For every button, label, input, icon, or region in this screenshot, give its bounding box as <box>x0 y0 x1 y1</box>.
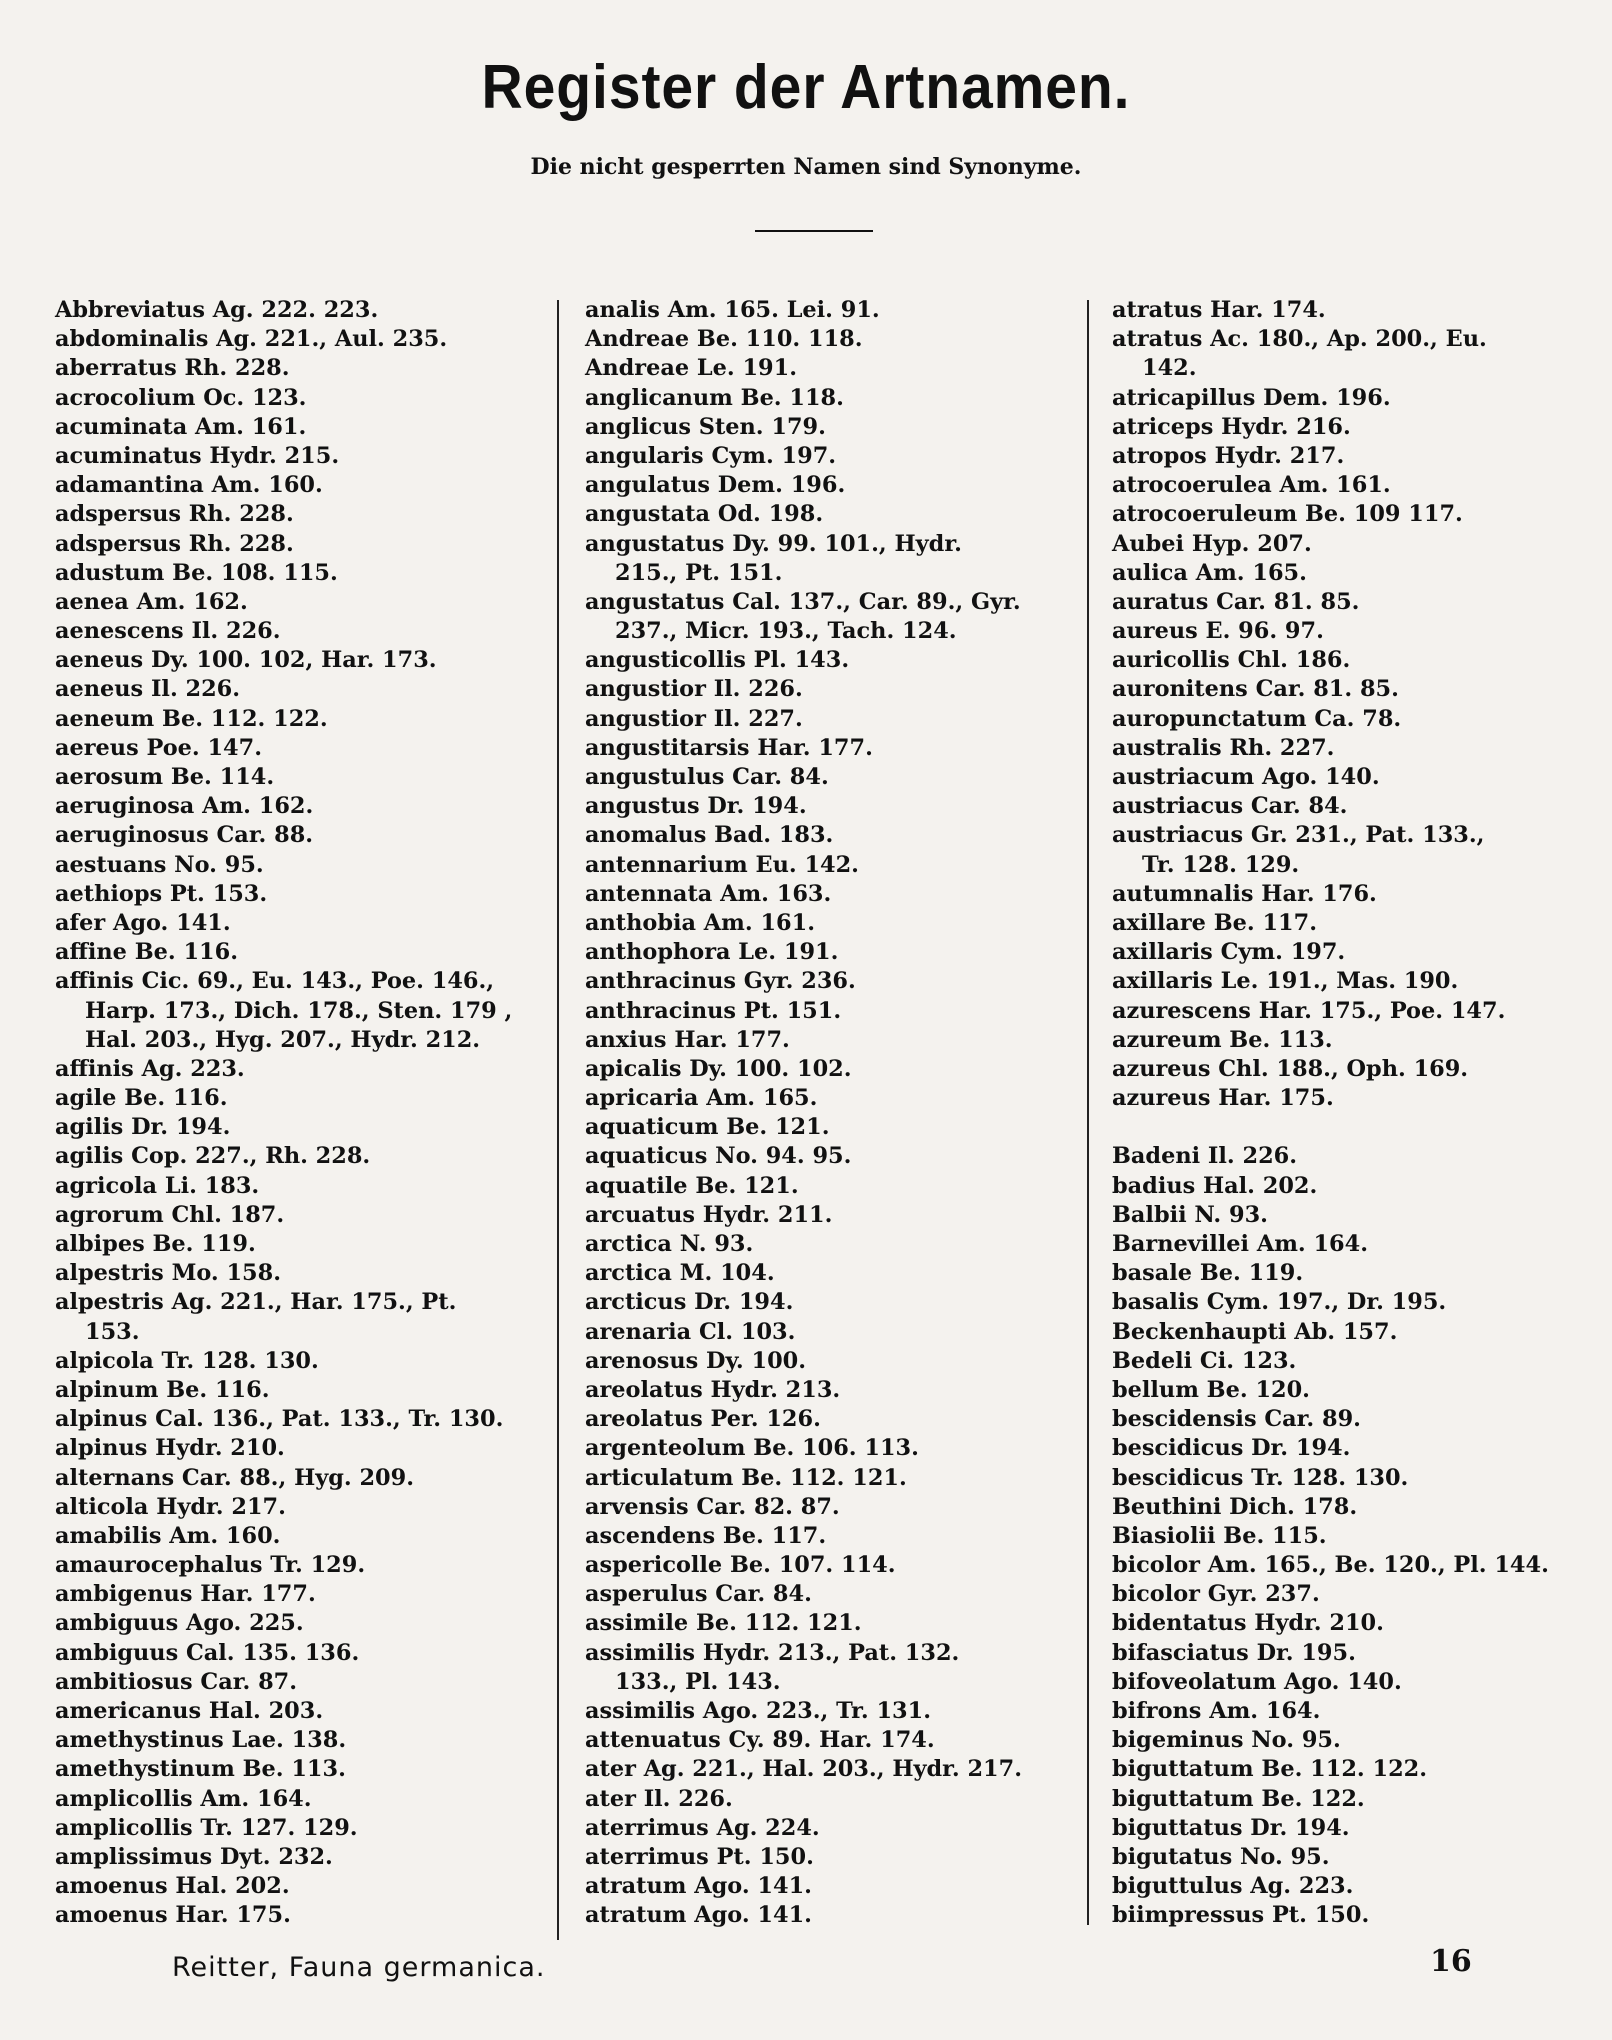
index-entry: amethystinus Lae. 138. <box>55 1727 347 1754</box>
index-entry: arvensis Car. 82. 87. <box>585 1493 840 1520</box>
index-entry: bifoveolatum Ago. 140. <box>1112 1668 1402 1695</box>
index-entry: amoenus Hal. 202. <box>55 1873 290 1900</box>
index-entry: alpinus Cal. 136., Pat. 133., Tr. 130. <box>55 1406 504 1433</box>
index-entry: areolatus Hydr. 213. <box>585 1376 841 1403</box>
index-entry: agrorum Chl. 187. <box>55 1201 285 1228</box>
index-entry: Biasiolii Be. 115. <box>1112 1522 1327 1549</box>
index-column-1 <box>55 296 535 1931</box>
index-entry: adustum Be. 108. 115. <box>55 559 338 586</box>
page-number: 16 <box>1430 1944 1472 1979</box>
index-entry: ater Ag. 221., Hal. 203., Hydr. 217. <box>585 1756 1022 1783</box>
index-entry: bescidensis Car. 89. <box>1112 1406 1361 1433</box>
index-entry: atratus Har. 174. <box>1112 297 1326 323</box>
index-entry: Andreae Be. 110. 118. <box>585 326 863 353</box>
index-entry: atropos Hydr. 217. <box>1112 442 1345 469</box>
index-entry: alticola Hydr. 217. <box>55 1493 286 1520</box>
index-entry: azureum Be. 113. <box>1112 1026 1333 1053</box>
index-entry: Balbii N. 93. <box>1112 1201 1268 1228</box>
index-entry: Abbreviatus Ag. 222. 223. <box>55 297 379 323</box>
index-entry: argenteolum Be. 106. 113. <box>585 1435 919 1462</box>
index-entry: Harp. 173., Dich. 178., Sten. 179 , <box>85 997 513 1024</box>
index-entry: arctica M. 104. <box>585 1260 775 1287</box>
index-entry: agilis Dr. 194. <box>55 1114 231 1141</box>
index-entry: anthophora Le. 191. <box>585 939 839 966</box>
index-entry: arenaria Cl. 103. <box>585 1318 796 1345</box>
index-entry: aenea Am. 162. <box>55 588 248 615</box>
index-entry: aquaticus No. 94. 95. <box>585 1143 852 1170</box>
index-entry: aestuans No. 95. <box>55 851 264 878</box>
index-entry: aethiops Pt. 153. <box>55 880 268 907</box>
index-entry: arcticus Dr. 194. <box>585 1289 794 1316</box>
index-entry: Andreae Le. 191. <box>585 355 798 382</box>
index-entry: angulatus Dem. 196. <box>585 472 846 499</box>
index-entry: aeruginosa Am. 162. <box>55 793 314 820</box>
index-entry: alpestris Ag. 221., Har. 175., Pt. <box>55 1289 457 1316</box>
column-divider-1 <box>557 300 559 1940</box>
index-entry: articulatum Be. 112. 121. <box>585 1464 907 1491</box>
index-entry: asperulus Car. 84. <box>585 1581 812 1608</box>
index-entry: angustitarsis Har. 177. <box>585 734 873 761</box>
index-entry: aenescens Il. 226. <box>55 618 281 645</box>
index-entry: angustatus Cal. 137., Car. 89., Gyr. <box>585 588 1021 615</box>
index-entry: Aubei Hyp. 207. <box>1112 530 1312 557</box>
index-entry: aberratus Rh. 228. <box>55 355 290 382</box>
title-divider <box>755 230 873 232</box>
page-title: Register der Artnamen. <box>481 53 1131 122</box>
index-entry: Beckenhaupti Ab. 157. <box>1112 1318 1398 1345</box>
index-entry: Bedeli Ci. 123. <box>1112 1347 1297 1374</box>
footer-source: Reitter, Fauna germanica. <box>172 1952 546 1983</box>
index-entry: aereus Poe. 147. <box>55 734 263 761</box>
index-entry: affinis Ag. 223. <box>55 1055 245 1082</box>
index-entry: atriceps Hydr. 216. <box>1112 413 1351 440</box>
index-entry: azurescens Har. 175., Poe. 147. <box>1112 997 1506 1024</box>
index-entry: azureus Chl. 188., Oph. 169. <box>1112 1055 1469 1082</box>
index-entry: alternans Car. 88., Hyg. 209. <box>55 1464 415 1491</box>
index-entry: aulica Am. 165. <box>1112 559 1307 586</box>
index-entry: Beuthini Dich. 178. <box>1112 1493 1358 1520</box>
index-entry: austriacum Ago. 140. <box>1112 764 1380 790</box>
index-entry: arcuatus Hydr. 211. <box>585 1201 833 1228</box>
index-entry: biguttatum Be. 112. 122. <box>1112 1756 1428 1783</box>
index-entry: ambigenus Har. 177. <box>55 1581 316 1608</box>
index-entry: aeneus Dy. 100. 102, Har. 173. <box>55 647 437 674</box>
index-entry: assimilis Hydr. 213., Pat. 132. <box>585 1639 960 1666</box>
index-entry: agile Be. 116. <box>55 1085 228 1112</box>
index-entry: agricola Li. 183. <box>55 1172 260 1199</box>
index-entry: bifrons Am. 164. <box>1112 1698 1321 1724</box>
index-entry: atrocoerulea Am. 161. <box>1112 472 1391 499</box>
index-entry: atratus Ac. 180., Ap. 200., Eu. <box>1112 326 1487 353</box>
index-entry: angustior Il. 227. <box>585 705 803 732</box>
index-entry: assimilis Ago. 223., Tr. 131. <box>585 1698 932 1724</box>
index-entry: aquaticum Be. 121. <box>585 1114 830 1141</box>
index-entry: bigutatus No. 95. <box>1112 1843 1330 1870</box>
index-entry: Badeni Il. 226. <box>1112 1143 1298 1170</box>
index-entry: Tr. 128. 129. <box>1142 851 1300 878</box>
index-entry: assimile Be. 112. 121. <box>585 1610 862 1637</box>
index-entry: amplicollis Am. 164. <box>55 1785 312 1812</box>
index-entry: alpicola Tr. 128. 130. <box>55 1347 319 1374</box>
index-entry: aeneus Il. 226. <box>55 676 241 703</box>
index-entry: basalis Cym. 197., Dr. 195. <box>1112 1289 1447 1316</box>
index-entry: alpinum Be. 116. <box>55 1376 270 1403</box>
index-entry: arctica N. 93. <box>585 1231 754 1257</box>
index-entry: albipes Be. 119. <box>55 1231 256 1257</box>
index-entry: 133., Pl. 143. <box>615 1668 781 1695</box>
index-entry: Hal. 203., Hyg. 207., Hydr. 212. <box>85 1026 481 1053</box>
index-column-3 <box>1112 296 1592 1931</box>
index-entry: atratum Ago. 141. <box>585 1873 812 1900</box>
index-entry: abdominalis Ag. 221., Aul. 235. <box>55 326 448 353</box>
index-entry: austriacus Car. 84. <box>1112 793 1348 820</box>
index-entry: 237., Micr. 193., Tach. 124. <box>615 618 957 645</box>
index-entry: bifasciatus Dr. 195. <box>1112 1639 1356 1666</box>
index-entry: adamantina Am. 160. <box>55 472 323 499</box>
index-entry: bidentatus Hydr. 210. <box>1112 1610 1384 1637</box>
index-column-2 <box>585 296 1065 1931</box>
index-entry: aterrimus Pt. 150. <box>585 1843 814 1870</box>
index-entry: aterrimus Ag. 224. <box>585 1814 820 1841</box>
index-entry: americanus Hal. 203. <box>55 1698 324 1724</box>
index-entry: anthracinus Pt. 151. <box>585 997 842 1024</box>
index-entry: biimpressus Pt. 150. <box>1112 1902 1370 1929</box>
index-entry: acuminata Am. 161. <box>55 413 307 440</box>
index-entry: anthobia Am. 161. <box>585 909 815 936</box>
index-entry: badius Hal. 202. <box>1112 1172 1318 1199</box>
index-entry: axillaris Cym. 197. <box>1112 939 1346 966</box>
index-entry: angusticollis Pl. 143. <box>585 647 850 674</box>
index-entry: atratum Ago. 141. <box>585 1902 812 1929</box>
index-entry: azureus Har. 175. <box>1112 1085 1334 1112</box>
index-entry: aeruginosus Car. 88. <box>55 822 314 849</box>
index-entry: alpinus Hydr. 210. <box>55 1435 285 1462</box>
index-entry: angularis Cym. 197. <box>585 442 837 469</box>
index-entry: affine Be. 116. <box>55 939 239 966</box>
index-entry: autumnalis Har. 176. <box>1112 880 1377 907</box>
index-entry: ambiguus Cal. 135. 136. <box>55 1639 360 1666</box>
index-entry: axillare Be. 117. <box>1112 909 1318 936</box>
index-entry: biguttatum Be. 122. <box>1112 1785 1365 1812</box>
index-entry: adspersus Rh. 228. <box>55 501 294 528</box>
index-entry: bellum Be. 120. <box>1112 1376 1310 1403</box>
index-entry: anglicanum Be. 118. <box>585 384 844 411</box>
index-entry: antennata Am. 163. <box>585 880 832 907</box>
index-entry: anthracinus Gyr. 236. <box>585 968 856 995</box>
index-entry: amoenus Har. 175. <box>55 1902 291 1929</box>
index-entry: affinis Cic. 69., Eu. 143., Poe. 146., <box>55 968 495 995</box>
index-entry: 215., Pt. 151. <box>615 559 783 586</box>
index-entry: aureus E. 96. 97. <box>1112 618 1324 645</box>
index-entry: angustata Od. 198. <box>585 501 824 528</box>
index-entry: ascendens Be. 117. <box>585 1522 827 1549</box>
index-entry: angustatus Dy. 99. 101., Hydr. <box>585 530 962 557</box>
index-entry: apricaria Am. 165. <box>585 1085 818 1112</box>
index-entry: ater Il. 226. <box>585 1785 733 1812</box>
page-subtitle: Die nicht gesperrten Namen sind Synonyme. <box>530 154 1082 180</box>
index-entry: bicolor Am. 165., Be. 120., Pl. 144. <box>1112 1552 1549 1579</box>
index-entry: angustior Il. 226. <box>585 676 803 703</box>
index-entry: axillaris Le. 191., Mas. 190. <box>1112 968 1459 995</box>
index-entry: analis Am. 165. Lei. 91. <box>585 297 880 323</box>
index-entry: biguttatus Dr. 194. <box>1112 1814 1350 1841</box>
index-entry: austriacus Gr. 231., Pat. 133., <box>1112 822 1485 849</box>
index-entry: anomalus Bad. 183. <box>585 822 834 849</box>
index-entry: auricollis Chl. 186. <box>1112 647 1351 674</box>
index-entry: afer Ago. 141. <box>55 909 231 936</box>
index-gap <box>1112 1113 1592 1142</box>
index-entry: aeneum Be. 112. 122. <box>55 705 328 732</box>
index-entry: bescidicus Dr. 194. <box>1112 1435 1351 1462</box>
index-entry: amabilis Am. 160. <box>55 1522 281 1549</box>
index-entry: 153. <box>85 1318 140 1345</box>
index-entry: bescidicus Tr. 128. 130. <box>1112 1464 1409 1491</box>
index-entry: ambiguus Ago. 225. <box>55 1610 304 1637</box>
index-entry: auronitens Car. 81. 85. <box>1112 676 1399 703</box>
index-entry: Barnevillei Am. 164. <box>1112 1231 1369 1257</box>
index-entry: acrocolium Oc. 123. <box>55 384 307 411</box>
index-entry: arenosus Dy. 100. <box>585 1347 807 1374</box>
column-divider-2 <box>1087 300 1089 1925</box>
index-entry: acuminatus Hydr. 215. <box>55 442 340 469</box>
index-entry: amplicollis Tr. 127. 129. <box>55 1814 358 1841</box>
index-entry: auropunctatum Ca. 78. <box>1112 705 1402 732</box>
index-entry: amethystinum Be. 113. <box>55 1756 346 1783</box>
index-entry: anxius Har. 177. <box>585 1026 790 1053</box>
index-entry: apicalis Dy. 100. 102. <box>585 1055 852 1082</box>
index-entry: amplissimus Dyt. 232. <box>55 1843 333 1870</box>
index-entry: australis Rh. 227. <box>1112 734 1335 761</box>
index-entry: aspericolle Be. 107. 114. <box>585 1552 896 1579</box>
index-entry: bigeminus No. 95. <box>1112 1727 1341 1754</box>
index-entry: amaurocephalus Tr. 129. <box>55 1552 366 1579</box>
index-entry: angustulus Car. 84. <box>585 764 829 790</box>
index-entry: biguttulus Ag. 223. <box>1112 1873 1354 1900</box>
index-entry: alpestris Mo. 158. <box>55 1260 282 1287</box>
index-entry: areolatus Per. 126. <box>585 1406 821 1433</box>
index-entry: 142. <box>1142 355 1197 382</box>
index-entry: aerosum Be. 114. <box>55 764 275 790</box>
index-entry: agilis Cop. 227., Rh. 228. <box>55 1143 371 1170</box>
index-entry: antennarium Eu. 142. <box>585 851 859 878</box>
index-entry: anglicus Sten. 179. <box>585 413 826 440</box>
index-entry: aquatile Be. 121. <box>585 1172 799 1199</box>
index-entry: atricapillus Dem. 196. <box>1112 384 1391 411</box>
index-entry: adspersus Rh. 228. <box>55 530 294 557</box>
index-entry: angustus Dr. 194. <box>585 793 807 820</box>
index-entry: bicolor Gyr. 237. <box>1112 1581 1320 1608</box>
index-entry: ambitiosus Car. 87. <box>55 1668 298 1695</box>
index-entry: atrocoeruleum Be. 109 117. <box>1112 501 1463 528</box>
index-entry: basale Be. 119. <box>1112 1260 1304 1287</box>
index-entry: auratus Car. 81. 85. <box>1112 588 1360 615</box>
index-entry: attenuatus Cy. 89. Har. 174. <box>585 1727 935 1754</box>
